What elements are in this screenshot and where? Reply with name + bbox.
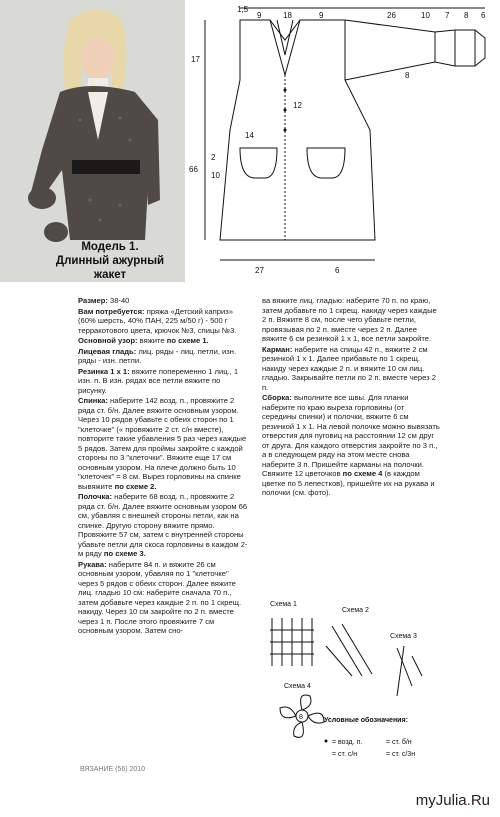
instructions-right-column <box>262 296 440 586</box>
assembly-tail: (в каждом цветке по 5 лепестков), пришейте их на рукава и полочки (см. фото). <box>262 469 435 497</box>
pattern-value: вяжите <box>137 336 167 345</box>
schematic-top-dims <box>237 5 486 20</box>
rib-label: Резинка 1 х 1: <box>78 366 130 376</box>
front-label: Полочка: <box>78 492 113 501</box>
dim-inner: 10 <box>211 171 220 180</box>
stockinette-paragraph <box>78 347 250 366</box>
assembly-value: выполните все швы. Для планки наберите по краю выреза горловины (от середины спинки) и полочки, вяжите 6 см резинкой 1 х 1. На левой полочке можно вывязать отверстия для пуговиц на расстоянии 12 см друг от друга. Для каждого отверстия закройте по 3 п., а в следующем ряду на этом месте снова наберите 3 п. Пришейте карманы на полочки. Свяжите 12 цветочков <box>262 393 440 478</box>
dim-bottom: 6 <box>335 266 340 275</box>
caption-line2: Длинный ажурный жакет <box>55 255 165 281</box>
pattern-label: Основной узор: <box>78 336 138 345</box>
rib-value: вяжите попеременно 1 лиц., 1 изн. п. В изн. рядах все петли вяжите по рисунку. <box>78 366 239 395</box>
materials-paragraph <box>78 307 250 336</box>
scheme1-label: Схема 1 <box>270 601 297 608</box>
legend-item: = возд. п. <box>332 739 363 746</box>
dim-top: 9 <box>319 11 324 20</box>
sleeve-paragraph <box>78 560 250 636</box>
model-caption <box>40 240 180 282</box>
legend-item: = ст. с/3н <box>386 751 416 758</box>
model-photo <box>0 0 185 282</box>
pocket-value: наберите на спицы 42 п., вяжите 2 см резинкой 1 х 1. Далее прибавьте по 1 скрещ. накиду через каждые 2 п. и вяжите 10 см лиц. гладью. Закрывайте петли по 2 п. вместе через 2 п. <box>262 344 436 392</box>
crochet-diagrams <box>262 596 440 776</box>
dim-inner: 12 <box>293 101 302 110</box>
scheme4-label: Схема 4 <box>284 683 311 690</box>
dim-top: 7 <box>445 11 450 20</box>
front-paragraph <box>78 492 250 559</box>
site-watermark <box>416 792 490 809</box>
site-domain: Ru <box>470 792 490 809</box>
instructions-left-column <box>78 296 250 776</box>
dim-top: 6 <box>481 11 486 20</box>
back-paragraph <box>78 396 250 491</box>
dim-inner: 8 <box>405 71 410 80</box>
crochet-diagram-drawing <box>262 596 440 776</box>
site-name: myJulia <box>415 792 467 809</box>
assembly-paragraph <box>262 393 440 498</box>
dim-top: 8 <box>464 11 469 20</box>
scheme2-label: Схема 2 <box>342 607 369 614</box>
dim-top: 9 <box>257 11 262 20</box>
assembly-label: Сборка: <box>262 393 292 402</box>
rib-paragraph <box>78 367 250 396</box>
pattern-paragraph <box>78 336 250 346</box>
caption-line1: Модель 1. <box>81 241 139 253</box>
dim-side: 17 <box>191 55 200 64</box>
dim-top: 1,5 <box>237 5 249 14</box>
size-label: Размер: <box>78 296 108 305</box>
sleeve-value: наберите 84 п. и вяжите 26 см основным узором, убавляя по 1 "клеточке" через 5 рядов с обеих сторон. Далее вяжите лиц. гладью 10 см: наберите сначала 70 п., затем добавьте через каждые 2 п. по 1 скрещ. накиду. Через 10 см закройте по 2 п. вместе через 1 п. После этого провяжите 7 см основным узором. Затем сно- <box>78 559 242 635</box>
flower-center-number: 8 <box>299 714 303 721</box>
dim-bottom: 27 <box>255 266 264 275</box>
pocket-label: Карман: <box>262 344 293 354</box>
legend-title: Условные обозначения: <box>324 717 408 724</box>
dim-inner: 14 <box>245 131 254 140</box>
dim-inner: 2 <box>211 153 216 162</box>
size-paragraph <box>78 296 250 306</box>
front-scheme-ref: по схеме 3. <box>103 549 146 558</box>
dim-top: 26 <box>387 11 396 20</box>
site-dot: . <box>466 792 471 809</box>
dim-top: 10 <box>421 11 430 20</box>
schematic-drawing <box>185 0 500 282</box>
stockinette-value: лиц. ряды - лиц. петли, изн. ряды - изн. петли. <box>78 346 237 365</box>
issue-code: ВЯЗАНИЕ (56) 2010 <box>80 766 146 773</box>
stockinette-label: Лицевая гладь: <box>78 346 137 356</box>
assembly-scheme-ref: по схеме 4 <box>342 469 383 478</box>
pocket-paragraph <box>262 345 440 393</box>
dim-top: 18 <box>283 11 292 20</box>
legend <box>325 738 416 758</box>
pattern-schematic <box>185 0 500 282</box>
back-label: Спинка: <box>78 396 108 405</box>
back-scheme-ref: по схеме 2. <box>114 481 157 491</box>
sleeve-label: Рукава: <box>78 559 107 569</box>
size-value: 38-40 <box>107 296 130 305</box>
pattern-scheme-ref: по схеме 1. <box>166 336 209 345</box>
legend-item: = ст. б/н <box>386 739 412 746</box>
front-value: наберите 68 возд. п., провяжите 2 ряда ст. б/н. Далее вяжите основным узором 66 см, убавляя с внешней стороны петли, как на спинке. Другую сторону вяжите прямо. Провяжите 57 см, затем с внутренней стороны убавьте петли для скоса горловины в каждом 2-м ряду <box>78 492 248 558</box>
chain-symbol-icon <box>325 740 328 743</box>
dim-side: 66 <box>189 165 198 174</box>
continuation-paragraph: ва вяжите лиц. гладью: наберите 70 п. по краю, затем добавьте по 1 скрещ. накиду через каждые 2 п. Вяжите 8 см, после чего убавьте петли, провязывая по 2 п. вместе через 2 п. Далее вяжите 6 см резинкой 1 х 1, все петли закройте. <box>262 296 437 343</box>
materials-label: Вам потребуется: <box>78 306 145 316</box>
legend-item: = ст. с/н <box>332 751 358 758</box>
materials-value: пряжа «Детский каприз» (60% шерсть, 40% ПАН, 225 м/50 г) - 500 г терракотового цвета, крючок №3, спицы №3. <box>78 306 237 335</box>
back-value: наберите 142 возд. п., провяжите 2 ряда ст. б/н. Далее вяжите основным узором. Через 10 рядов убавьте с обеих сторон по 1 "клеточке" (« провяжите 2 ст. с/н вместе), повторите такие убавления 5 раз через каждые 5 рядов. Затем для проймы закройте с каждой стороны по 3 "клеточки". Вяжите еще 17 см основным узором. На плече должно быть 10 "клеточек" = 8 см. Вырез горловины на спинке вывяжите <box>78 396 247 491</box>
scheme3-label: Схема 3 <box>390 633 417 640</box>
